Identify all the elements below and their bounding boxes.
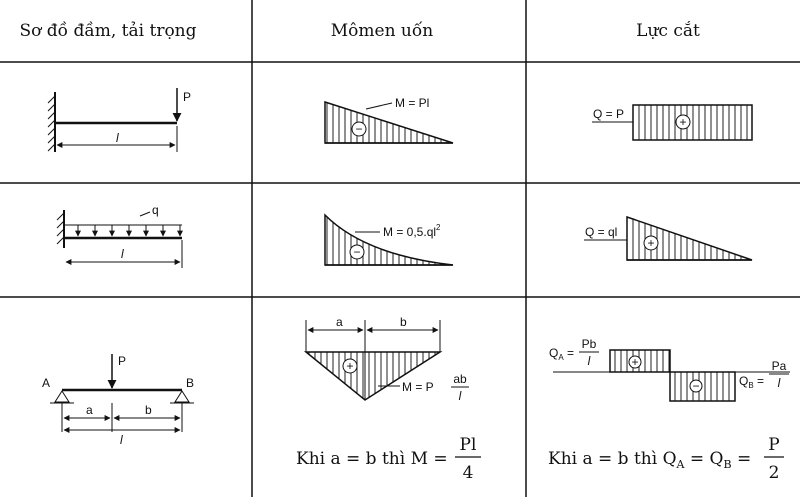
row3-shear-note — [548, 449, 751, 471]
row3-shear-qa-den: l — [587, 354, 591, 368]
row3-seg-a-label: a — [86, 403, 93, 417]
row2-beam-diagram — [57, 210, 182, 268]
row2-moment-sign: − — [353, 245, 361, 259]
row3-shear-sign-neg: − — [692, 379, 700, 393]
row3-shear-sign-pos: + — [631, 355, 639, 369]
row2-moment-diagram — [325, 215, 453, 265]
header-beam-load: Sơ đồ đầm, tải trọng — [19, 21, 197, 41]
row3-shear-qb-sub: B — [748, 381, 754, 390]
row1-moment-diagram — [325, 102, 453, 143]
row2-load-label: q — [152, 203, 159, 217]
row3-load-label: P — [118, 354, 127, 368]
row3-span-label: l — [120, 433, 123, 447]
row3-seg-b-label: b — [145, 403, 152, 417]
row3-shear-qb-label: $Q_B$ = — [739, 374, 765, 390]
row2-moment-label-exp: 2 — [436, 223, 441, 232]
row3-shear-note-eq: = — [731, 449, 752, 469]
row1-shear-sign: + — [679, 115, 687, 129]
header-bending-moment: Mômen uốn — [330, 21, 434, 41]
row3-moment-note: Khi a = b thì M = — [296, 449, 448, 469]
row3-shear-note-den: 2 — [768, 463, 780, 483]
row2-moment-label — [383, 223, 441, 239]
row3-shear-note-sub-a: A — [676, 458, 685, 471]
row2-span-label: l — [121, 247, 124, 261]
row3-shear-note-sub-b: B — [723, 458, 732, 471]
row3-support-a-label: A — [42, 376, 51, 390]
row3-shear-qb-den: l — [777, 376, 781, 390]
row3-moment-sign: + — [346, 359, 354, 373]
row1-moment-label: M = Pl — [395, 96, 430, 110]
row3-moment-dim-a: a — [336, 315, 343, 329]
row3-shear-qa-prefix: Q — [549, 346, 559, 360]
row1-load-label: P — [183, 90, 192, 104]
row3-moment-dim-b: b — [400, 315, 407, 329]
row1-beam-diagram — [48, 88, 177, 152]
row3-moment-frac-num: ab — [453, 372, 467, 386]
row1-moment-sign: − — [355, 122, 363, 136]
row3-moment-note-num: Pl — [459, 435, 477, 455]
row3-moment-note-den: 4 — [462, 463, 474, 483]
row3-shear-note-prefix: Khi a = b thì Q — [548, 449, 677, 469]
row1-shear-label: Q = P — [593, 107, 625, 121]
row3-moment-frac-den: l — [458, 389, 462, 403]
row2-shear-label: Q = ql — [585, 225, 618, 239]
row3-moment-label: M = P — [402, 380, 434, 394]
row3-shear-qa-num: Pb — [581, 337, 597, 351]
row1-span-label: l — [116, 131, 119, 145]
row3-shear-note-mid: = Q — [684, 449, 724, 469]
row3-shear-note-num: P — [768, 435, 780, 455]
row3-shear-qa-sub: A — [558, 353, 564, 362]
row3-shear-qb-num: Pa — [771, 359, 787, 373]
row3-support-b-label: B — [186, 376, 195, 390]
row2-shear-sign: + — [647, 236, 655, 250]
header-shear-force: Lực cắt — [636, 21, 700, 41]
row2-moment-label-main: M = 0,5.ql — [383, 225, 437, 239]
row3-shear-qb-prefix: Q — [739, 374, 749, 388]
row3-shear-qa-label: $Q_A$ = — [549, 346, 575, 362]
